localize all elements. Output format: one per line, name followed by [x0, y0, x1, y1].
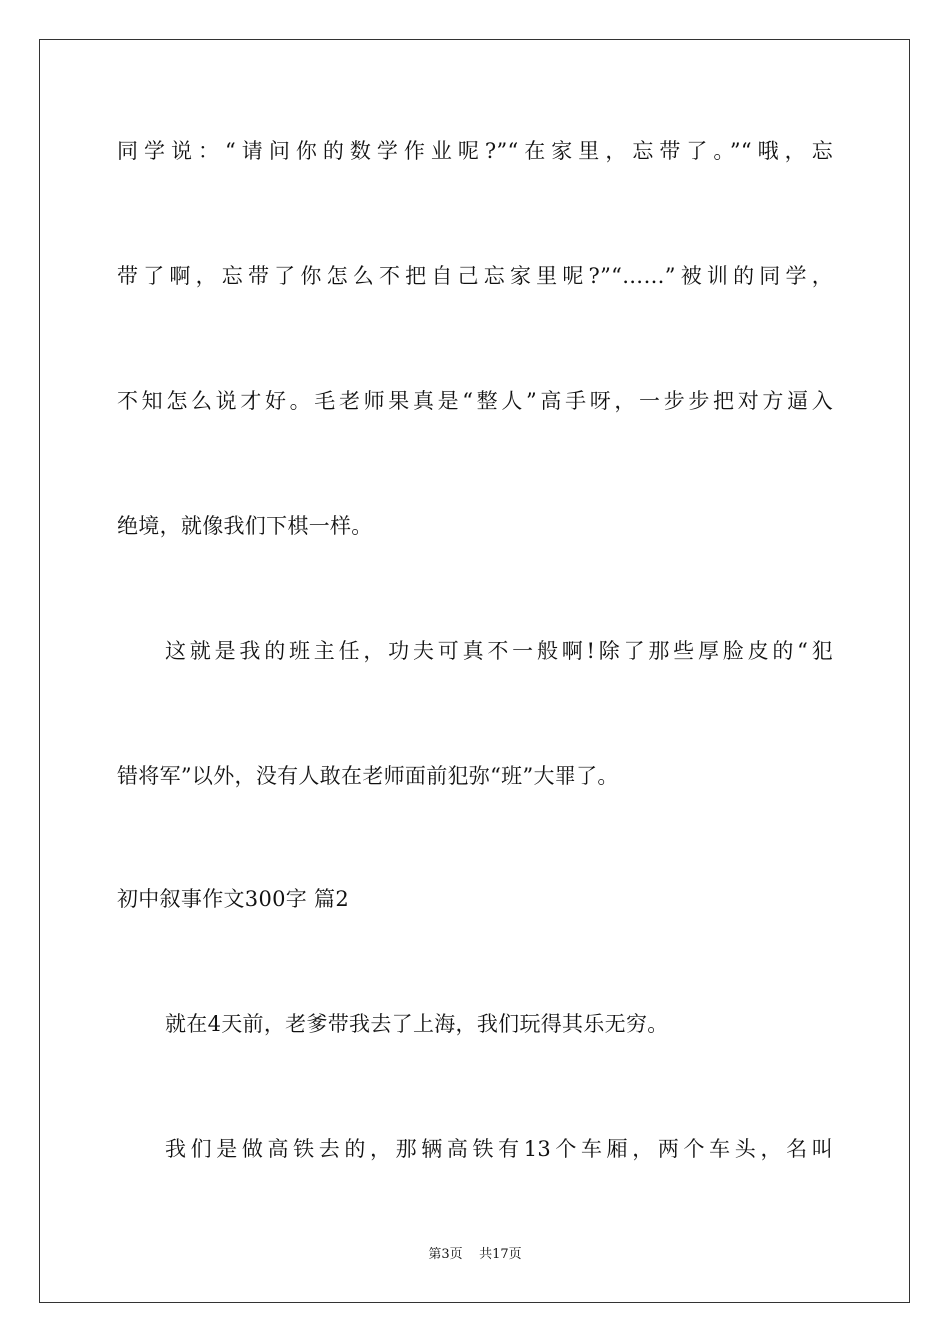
paragraph-line-2: 带了啊，忘带了你怎么不把自己忘家里呢?”“……”被训的同学， [117, 264, 833, 288]
paragraph-line-3: 不知怎么说才好。毛老师果真是“整人”高手呀，一步步把对方逼入 [117, 389, 833, 413]
paragraph-line-6: 错将军”以外，没有人敢在老师面前犯弥“班”大罪了。 [117, 764, 619, 788]
page-footer: 第3页 共17页 [428, 1247, 522, 1262]
paragraph-line-8: 就在4天前，老爹带我去了上海，我们玩得其乐无穷。 [165, 1012, 669, 1036]
paragraph-line-9: 我们是做高铁去的，那辆高铁有13个车厢，两个车头，名叫 [165, 1137, 833, 1161]
paragraph-line-4: 绝境，就像我们下棋一样。 [117, 514, 373, 538]
page-border [39, 39, 910, 1303]
paragraph-line-1: 同学说：“请问你的数学作业呢?”“在家里，忘带了。”“哦，忘 [117, 139, 833, 163]
section-heading: 初中叙事作文300字 篇2 [117, 887, 350, 911]
paragraph-line-5: 这就是我的班主任，功夫可真不一般啊!除了那些厚脸皮的“犯 [165, 639, 833, 663]
